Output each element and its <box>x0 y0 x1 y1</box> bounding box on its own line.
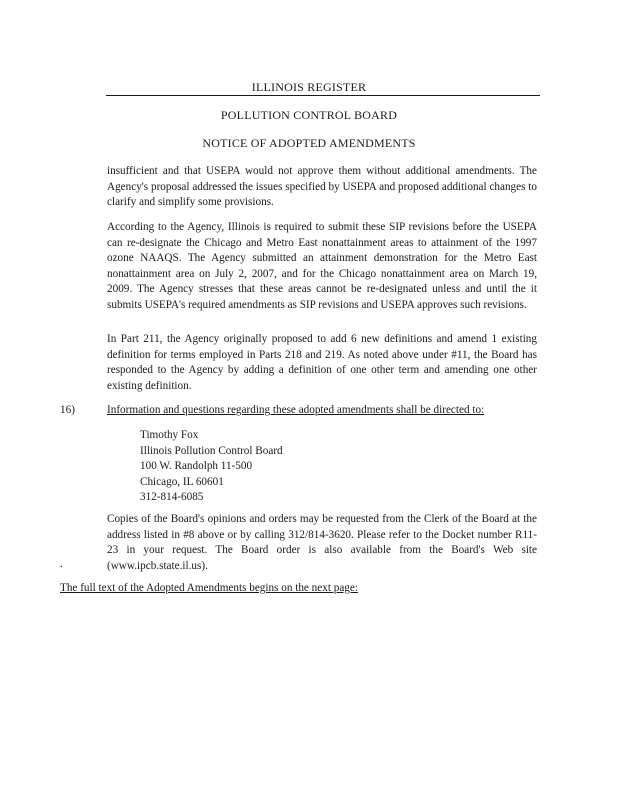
contact-address: 100 W. Randolph 11-500 <box>140 460 253 473</box>
margin-mark: . <box>60 558 63 570</box>
item-number: 16) <box>60 404 75 416</box>
contact-name: Timothy Fox <box>140 429 199 441</box>
register-title: ILLINOIS REGISTER <box>251 80 367 94</box>
notice-title: NOTICE OF ADOPTED AMENDMENTS <box>202 136 416 150</box>
item-heading: Information and questions regarding these adopted amendments shall be directed to: <box>107 404 485 416</box>
contact-block <box>140 428 283 506</box>
contact-phone: 312-814-6085 <box>140 491 204 504</box>
board-name: POLLUTION CONTROL BOARD <box>220 108 398 122</box>
paragraph-copies: Copies of the Board's opinions and orders may be requested from the Clerk of the Board at the address listed in #8 above or by calling 312/814-3620. Please refer to the Docket number R11-23 in your request. The Board order is also available from the Board's Web site (www.ipcb.state.il.us). <box>107 513 537 572</box>
contact-organization: Illinois Pollution Control Board <box>140 444 283 457</box>
paragraph-agency-sip: According to the Agency, Illinois is required to submit these SIP revisions before the USEPA can re-designate the Chicago and Metro East nonattainment areas to attainment of the 1997 ozone NAAQS. The Agency submitted an attainment demonstration for the Metro East nonattainment area on July 2, 2007, and for the Chicago nonattainment area on March 19, 2009. The Agency stresses that these areas cannot be re-designated unless and until the it submits USEPA's required amendments as SIP revisions and USEPA approves such revisions. <box>107 221 537 311</box>
contact-city: Chicago, IL 60601 <box>140 475 224 488</box>
paragraph-insufficient: insufficient and that USEPA would not approve them without additional amendments. The Agency's proposal addressed the issues specified by USEPA and proposed additional changes to clarify and simplify some provisions. <box>107 165 537 209</box>
header-rule <box>106 95 540 96</box>
paragraph-part-211: In Part 211, the Agency originally proposed to add 6 new definitions and amend 1 existing definition for terms employed in Parts 218 and 219. As noted above under #11, the Board has responded to the Agency by adding a definition of one other term and amending one other existing definition. <box>107 333 537 392</box>
closing-line: The full text of the Adopted Amendments begins on the next page: <box>60 582 358 594</box>
